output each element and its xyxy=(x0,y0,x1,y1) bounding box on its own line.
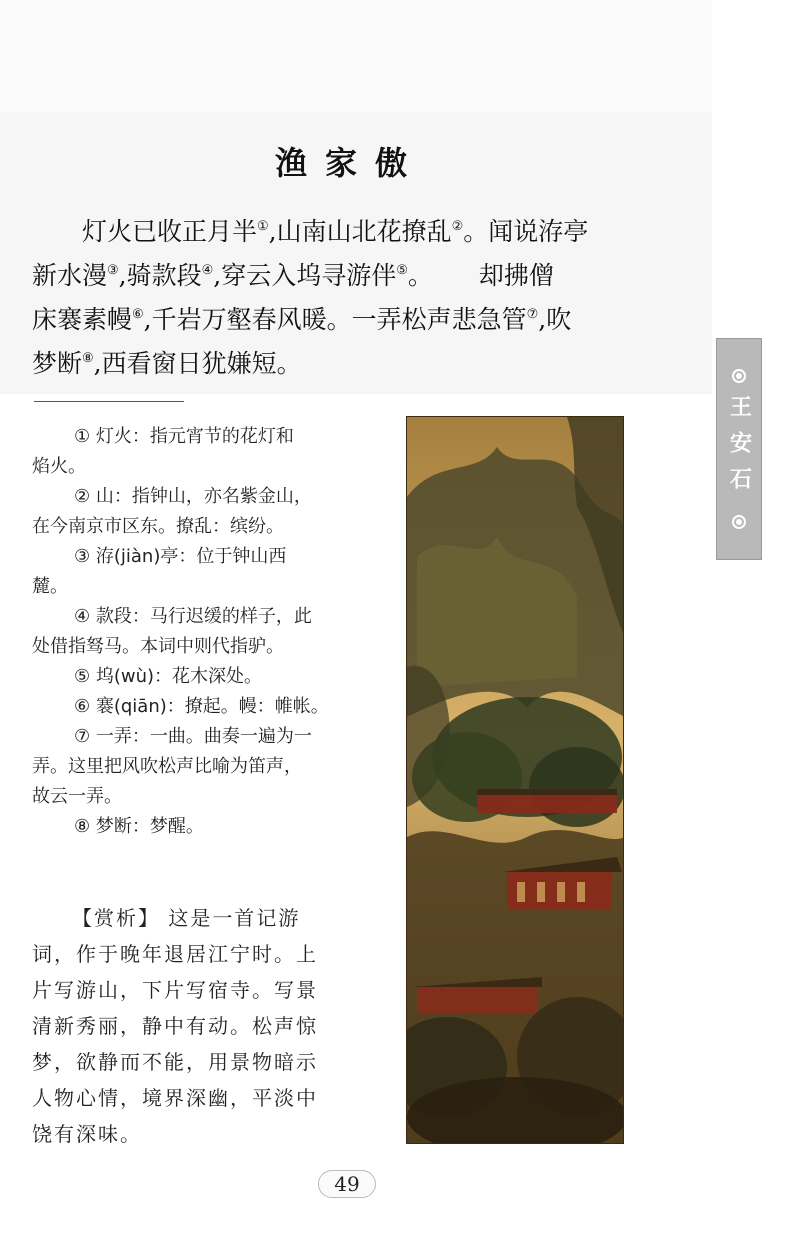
double-ring-icon xyxy=(732,515,746,529)
appreciation-line: 词，作于晚年退居江宁时。上 xyxy=(32,942,318,966)
note-line: 麓。 xyxy=(32,576,68,597)
painting-illustration xyxy=(407,417,624,1144)
poem-line: 床褰素幔⑥,千岩万壑春风暖。一弄松声悲急管⑦,吹 xyxy=(32,305,572,334)
landscape-painting xyxy=(406,416,624,1144)
footnote-marker: ② xyxy=(451,219,464,234)
footnote-marker: ⑤ xyxy=(396,263,408,278)
poem-line: 灯火已收正月半①,山南山北花撩乱②。闻说洊亭 xyxy=(82,217,589,246)
footnotes xyxy=(32,422,372,842)
appreciation-line: 【赏析】 这是一首记游 xyxy=(72,906,301,930)
footnote-marker: ④ xyxy=(201,263,214,278)
poem-line: 梦断⑧,西看窗日犹嫌短。 xyxy=(32,349,302,378)
footnote-marker: ③ xyxy=(107,263,119,278)
note-line: 弄。这里把风吹松声比喻为笛声， xyxy=(32,756,302,777)
footnote-divider xyxy=(34,401,184,402)
footnote-marker: ① xyxy=(257,219,269,234)
appreciation xyxy=(32,900,372,1152)
author-tab xyxy=(716,338,762,560)
note-line: ⑧ 梦断：梦醒。 xyxy=(74,816,204,837)
note-line: ② 山：指钟山，亦名紫金山， xyxy=(74,486,312,507)
appreciation-line: 梦，欲静而不能，用景物暗示 xyxy=(32,1050,318,1074)
footnote-marker: ⑥ xyxy=(132,307,144,322)
page-margin xyxy=(712,0,800,1236)
note-line: ③ 洊(jiàn)亭：位于钟山西 xyxy=(74,546,287,567)
note-line: 处借指驽马。本词中则代指驴。 xyxy=(32,636,284,657)
author-name: 王安石 xyxy=(726,395,752,503)
note-line: 焰火。 xyxy=(32,456,86,477)
note-line: ① 灯火：指元宵节的花灯和 xyxy=(74,426,294,447)
note-line: 故云一弄。 xyxy=(32,786,122,807)
note-line: ④ 款段：马行迟缓的样子，此 xyxy=(74,606,312,627)
poem-text xyxy=(32,210,672,386)
footnote-marker: ⑦ xyxy=(526,307,539,322)
appreciation-line: 清新秀丽，静中有动。松声惊 xyxy=(32,1014,318,1038)
double-ring-icon xyxy=(732,369,746,383)
header-band xyxy=(0,0,712,112)
note-line: 在今南京市区东。撩乱：缤纷。 xyxy=(32,516,284,537)
note-line: ⑤ 坞(wù)：花木深处。 xyxy=(74,666,263,687)
poem-line: 新水漫③,骑款段④,穿云入坞寻游伴⑤。 却拂僧 xyxy=(32,261,554,290)
appreciation-line: 人物心情，境界深幽，平淡中 xyxy=(32,1086,318,1110)
poem-title: 渔家傲 xyxy=(274,144,425,182)
appreciation-line: 饶有深味。 xyxy=(32,1122,142,1146)
footnote-marker: ⑧ xyxy=(82,351,94,366)
page-number: 49 xyxy=(318,1170,376,1198)
appreciation-line: 片写游山，下片写宿寺。写景 xyxy=(32,978,318,1002)
note-line: ⑥ 褰(qiān)：撩起。幔：帷帐。 xyxy=(74,696,329,717)
note-line: ⑦ 一弄：一曲。曲奏一遍为一 xyxy=(74,726,312,747)
